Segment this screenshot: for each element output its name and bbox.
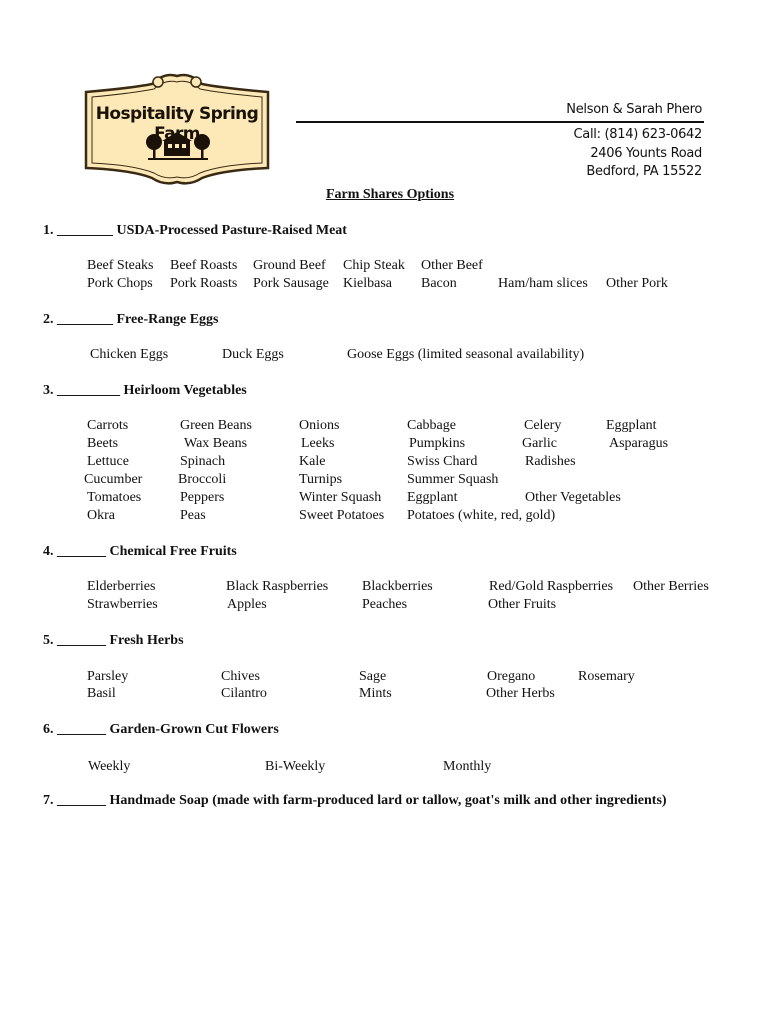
option-item: Apples (227, 597, 267, 612)
option-item: Other Fruits (488, 597, 557, 612)
option-item: Kielbasa (343, 276, 392, 291)
option-item: Pork Chops (87, 276, 153, 291)
option-item: Summer Squash (407, 472, 499, 487)
header-rule (296, 121, 704, 123)
section-heading-eggs: 2. ________ Free-Range Eggs (43, 312, 219, 327)
option-item: Cucumber (84, 472, 143, 487)
option-item: Ham/ham slices (498, 276, 588, 291)
option-item: Beets (87, 436, 119, 451)
option-item: Beef Steaks (87, 258, 154, 273)
option-item: Cabbage (407, 418, 456, 433)
option-item: Red/Gold Raspberries (489, 579, 614, 594)
option-item: Lettuce (87, 454, 129, 469)
option-item: Peaches (362, 597, 408, 612)
option-item: Chives (221, 669, 260, 684)
contact-name: Nelson & Sarah Phero (566, 102, 702, 117)
option-item: Bacon (421, 276, 457, 291)
option-item: Weekly (88, 759, 131, 774)
option-item: Goose Eggs (limited seasonal availability) (347, 347, 585, 362)
option-item: Elderberries (87, 579, 156, 594)
option-item: Tomatoes (87, 490, 142, 505)
option-item: Peppers (180, 490, 225, 505)
section-heading-herbs: 5. _______ Fresh Herbs (43, 633, 184, 648)
option-item: Leeks (301, 436, 335, 451)
logo-text: Hospitality Spring Farm (95, 104, 259, 144)
option-item: Spinach (180, 454, 226, 469)
option-item: Other Herbs (486, 686, 555, 701)
page-title: Farm Shares Options (325, 187, 455, 202)
option-item: Green Beans (180, 418, 252, 433)
option-item: Other Pork (606, 276, 668, 291)
contact-address-line1: 2406 Younts Road (590, 146, 702, 161)
option-item: Strawberries (87, 597, 158, 612)
option-item: Pork Sausage (253, 276, 329, 291)
option-item: Pork Roasts (170, 276, 238, 291)
option-item: Broccoli (178, 472, 227, 487)
option-item: Asparagus (609, 436, 669, 451)
option-item: Other Beef (421, 258, 483, 273)
option-item: Rosemary (578, 669, 635, 684)
option-item: Peas (180, 508, 206, 523)
option-item: Potatoes (white, red, gold) (407, 508, 556, 523)
option-item: Onions (299, 418, 340, 433)
contact-address-line2: Bedford, PA 15522 (586, 164, 702, 179)
option-item: Sage (359, 669, 387, 684)
option-item: Mints (359, 686, 392, 701)
option-item: Beef Roasts (170, 258, 238, 273)
option-item: Radishes (525, 454, 576, 469)
option-item: Eggplant (606, 418, 657, 433)
option-item: Sweet Potatoes (299, 508, 385, 523)
option-item: Basil (87, 686, 116, 701)
option-item: Carrots (87, 418, 129, 433)
option-item: Swiss Chard (407, 454, 478, 469)
option-item: Parsley (87, 669, 129, 684)
option-item: Chicken Eggs (90, 347, 169, 362)
option-item: Ground Beef (253, 258, 326, 273)
section-heading-fruits: 4. _______ Chemical Free Fruits (43, 544, 237, 559)
option-item: Chip Steak (343, 258, 405, 273)
option-item: Other Vegetables (525, 490, 621, 505)
section-heading-flowers: 6. _______ Garden-Grown Cut Flowers (43, 722, 279, 737)
option-item: Okra (87, 508, 115, 523)
section-heading-vegetables: 3. _________ Heirloom Vegetables (43, 383, 247, 398)
option-item: Turnips (299, 472, 343, 487)
section-heading-soap: 7. _______ Handmade Soap (made with farm-produced lard or tallow, goat's milk and other ingredients) (43, 793, 667, 808)
option-item: Cilantro (221, 686, 267, 701)
contact-phone: Call: (814) 623-0642 (573, 127, 702, 142)
option-item: Winter Squash (299, 490, 382, 505)
option-item: Oregano (487, 669, 536, 684)
option-item: Duck Eggs (222, 347, 284, 362)
option-item: Eggplant (407, 490, 458, 505)
option-item: Pumpkins (409, 436, 466, 451)
option-item: Other Berries (633, 579, 709, 594)
section-heading-meat: 1. ________ USDA-Processed Pasture-Raised Meat (43, 223, 347, 238)
option-item: Black Raspberries (226, 579, 329, 594)
option-item: Garlic (522, 436, 557, 451)
option-item: Wax Beans (184, 436, 248, 451)
farm-logo (72, 70, 282, 188)
option-item: Kale (299, 454, 326, 469)
option-item: Celery (524, 418, 562, 433)
option-item: Bi-Weekly (265, 759, 326, 774)
option-item: Blackberries (362, 579, 433, 594)
option-item: Monthly (443, 759, 492, 774)
